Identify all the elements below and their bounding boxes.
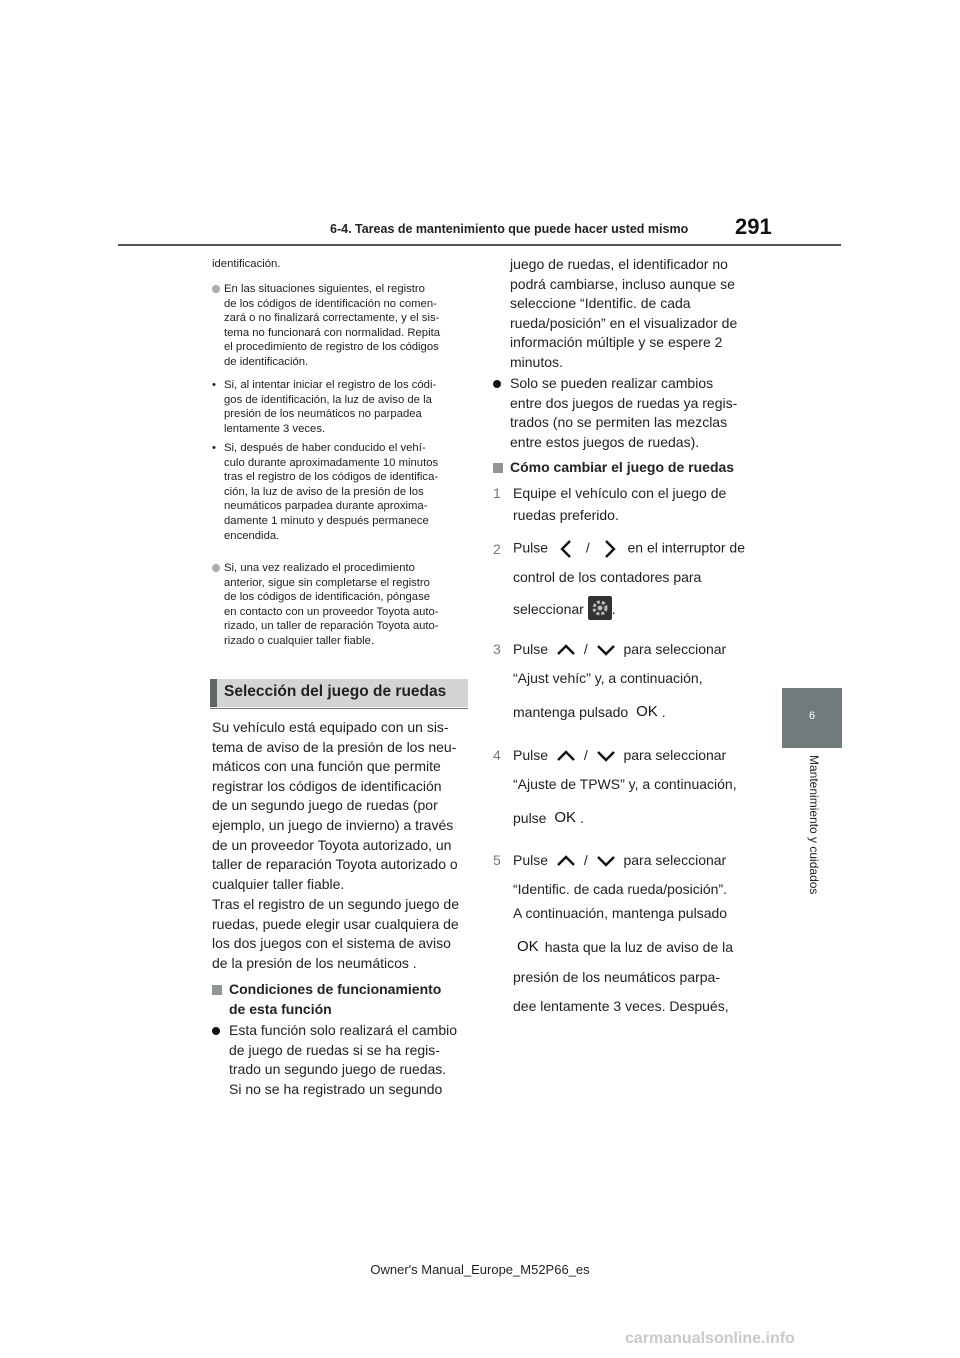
- ok-button-icon: OK: [517, 938, 539, 955]
- running-header: 6-4. Tareas de mantenimiento que puede hacer usted mismo: [330, 222, 689, 236]
- ok-button-icon: OK: [554, 809, 577, 826]
- bullet-dot: [212, 564, 220, 572]
- condition-bullet: Esta función solo realizará el cambio de juego de ruedas si se ha regis- trado un segundo juego de ruedas. Si no se ha registrado un segundo: [212, 1021, 474, 1099]
- ok-button-icon: OK: [636, 703, 658, 720]
- chevron-right-icon: [598, 538, 620, 560]
- continued-bullet-text: juego de ruedas, el identificador no podrá cambiarse, incluso aunque se seleccione “Identific. de cada rueda/posición” en el visualizador de información múltiple y se espere 2 minutos.: [510, 256, 738, 370]
- chevron-down-icon: [595, 642, 617, 658]
- watermark: carmanualsonline.info: [625, 1330, 795, 1347]
- subheading-change-set: Cómo cambiar el juego de ruedas: [493, 458, 760, 478]
- chapter-tab-label: Mantenimiento y cuidados: [807, 755, 821, 895]
- section-title-rule: [210, 708, 468, 709]
- section-title-bar: [210, 679, 217, 707]
- usage-paragraph: Tras el registro de un segundo juego de ruedas, puede elegir usar cualquiera de los dos juegos con el sistema de aviso de la presión de los neumáticos .: [212, 896, 459, 971]
- chapter-tab-number: 6: [808, 710, 816, 722]
- gear-icon: [588, 596, 612, 620]
- chevron-down-icon: [595, 748, 617, 764]
- chevron-down-icon: [595, 853, 617, 869]
- square-marker: [212, 985, 222, 995]
- section-title: Selección del juego de ruedas: [224, 683, 447, 700]
- continued-text: identificación.: [212, 258, 281, 270]
- bullet-dot: [212, 1027, 220, 1035]
- bullet-dot: [212, 285, 220, 293]
- subheading-conditions: Condiciones de funcionamiento de esta función: [212, 980, 474, 1019]
- header-rule: [118, 244, 841, 246]
- bullet-dot: [493, 380, 501, 388]
- square-marker: [493, 463, 503, 473]
- footer-doc-id: Owner's Manual_Europe_M52P66_es: [370, 1262, 590, 1277]
- chevron-up-icon: [555, 748, 577, 764]
- chevron-left-icon: [556, 538, 578, 560]
- page-number: 291: [735, 214, 772, 239]
- chevron-up-icon: [555, 642, 577, 658]
- intro-paragraph: Su vehículo está equipado con un sis- tema de aviso de la presión de los neu- máticos con una función que permite registrar los códigos de identificación de un segundo juego de ruedas (por ejemplo, un juego de invierno) a través de un proveedor Toyota autorizado, un taller de reparación Toyota autorizado o cualquier taller fiable.: [212, 719, 458, 892]
- step-1: 1 Equipe el vehículo con el juego de ruedas preferido.: [493, 485, 727, 523]
- condition-bullet: Solo se pueden realizar cambios entre dos juegos de ruedas ya regis- trados (no se permiten las mezclas entre estos juegos de ruedas).: [493, 374, 760, 452]
- chevron-up-icon: [555, 853, 577, 869]
